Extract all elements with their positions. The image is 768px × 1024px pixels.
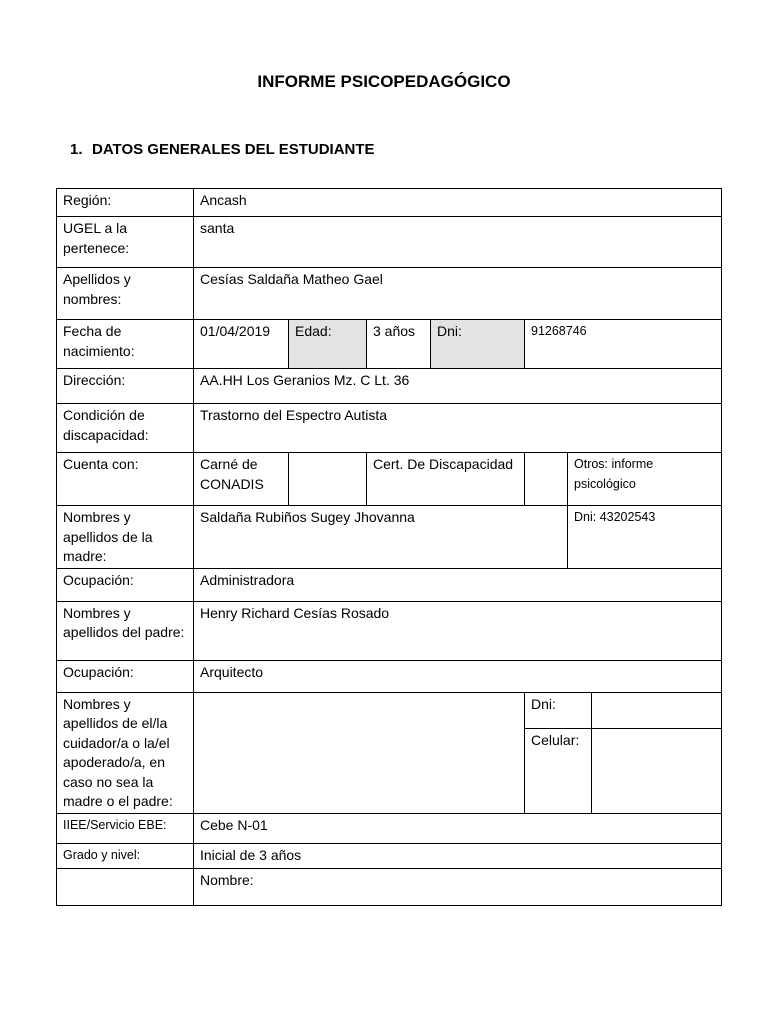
row-ocupacion-madre — [57, 568, 722, 601]
label-direccion: Dirección: — [57, 369, 194, 404]
label-grado: Grado y nivel: — [57, 843, 194, 868]
row-cuenta-con — [57, 453, 722, 506]
field-iiee: Cebe N-01 — [194, 813, 722, 843]
option-otros: Otros: informe psicológico — [568, 453, 722, 506]
label-condicion: Condición de discapacidad: — [57, 404, 194, 453]
student-data-table — [56, 188, 722, 906]
section-title: DATOS GENERALES DEL ESTUDIANTE — [92, 141, 375, 158]
row-region — [57, 189, 722, 217]
label-ugel: UGEL a la pertenece: — [57, 217, 194, 268]
row-cuidador — [57, 692, 722, 728]
field-madre: Saldaña Rubiños Sugey Jhovanna — [194, 506, 568, 569]
label-cuidador: Nombres y apellidos de el/la cuidador/a o la/el apoderado/a, en caso no sea la madre o el padre: — [57, 692, 194, 813]
label-fecha-nacimiento: Fecha de nacimiento: — [57, 320, 194, 369]
label-cuidador-celular: Celular: — [525, 728, 592, 813]
field-cuidador-dni — [592, 692, 722, 728]
row-padre — [57, 601, 722, 660]
field-nombre: Nombre: — [194, 868, 722, 905]
label-apellidos-nombres: Apellidos y nombres: — [57, 268, 194, 320]
row-madre — [57, 506, 722, 569]
row-ocupacion-padre — [57, 660, 722, 692]
field-cuidador — [194, 692, 525, 813]
field-edad: 3 años — [367, 320, 431, 369]
field-ocupacion-madre: Administradora — [194, 568, 722, 601]
label-edad: Edad: — [289, 320, 367, 369]
label-madre: Nombres y apellidos de la madre: — [57, 506, 194, 569]
field-madre-dni: Dni: 43202543 — [568, 506, 722, 569]
field-ocupacion-padre: Arquitecto — [194, 660, 722, 692]
section-heading — [70, 141, 375, 158]
checkbox-cert-discapacidad — [525, 453, 568, 506]
label-region: Región: — [57, 189, 194, 217]
option-carne-conadis: Carné de CONADIS — [194, 453, 289, 506]
label-dni: Dni: — [431, 320, 525, 369]
option-cert-discapacidad: Cert. De Discapacidad — [367, 453, 525, 506]
row-condicion — [57, 404, 722, 453]
field-ugel: santa — [194, 217, 722, 268]
field-region: Ancash — [194, 189, 722, 217]
label-cuenta-con: Cuenta con: — [57, 453, 194, 506]
field-padre: Henry Richard Cesías Rosado — [194, 601, 722, 660]
row-iiee — [57, 813, 722, 843]
label-ocupacion-madre: Ocupación: — [57, 568, 194, 601]
field-direccion: AA.HH Los Geranios Mz. C Lt. 36 — [194, 369, 722, 404]
row-nombre — [57, 868, 722, 905]
field-grado: Inicial de 3 años — [194, 843, 722, 868]
field-fecha-nacimiento: 01/04/2019 — [194, 320, 289, 369]
label-empty — [57, 868, 194, 905]
row-apellidos-nombres — [57, 268, 722, 320]
label-iiee: IIEE/Servicio EBE: — [57, 813, 194, 843]
document-title: INFORME PSICOPEDAGÓGICO — [257, 72, 511, 91]
row-fecha-nacimiento — [57, 320, 722, 369]
label-ocupacion-padre: Ocupación: — [57, 660, 194, 692]
field-dni: 91268746 — [525, 320, 722, 369]
field-apellidos-nombres: Cesías Saldaña Matheo Gael — [194, 268, 722, 320]
row-direccion — [57, 369, 722, 404]
label-cuidador-dni: Dni: — [525, 692, 592, 728]
row-grado — [57, 843, 722, 868]
field-condicion: Trastorno del Espectro Autista — [194, 404, 722, 453]
field-cuidador-celular — [592, 728, 722, 813]
checkbox-carne-conadis — [289, 453, 367, 506]
section-number: 1. — [70, 141, 83, 158]
row-ugel — [57, 217, 722, 268]
label-padre: Nombres y apellidos del padre: — [57, 601, 194, 660]
